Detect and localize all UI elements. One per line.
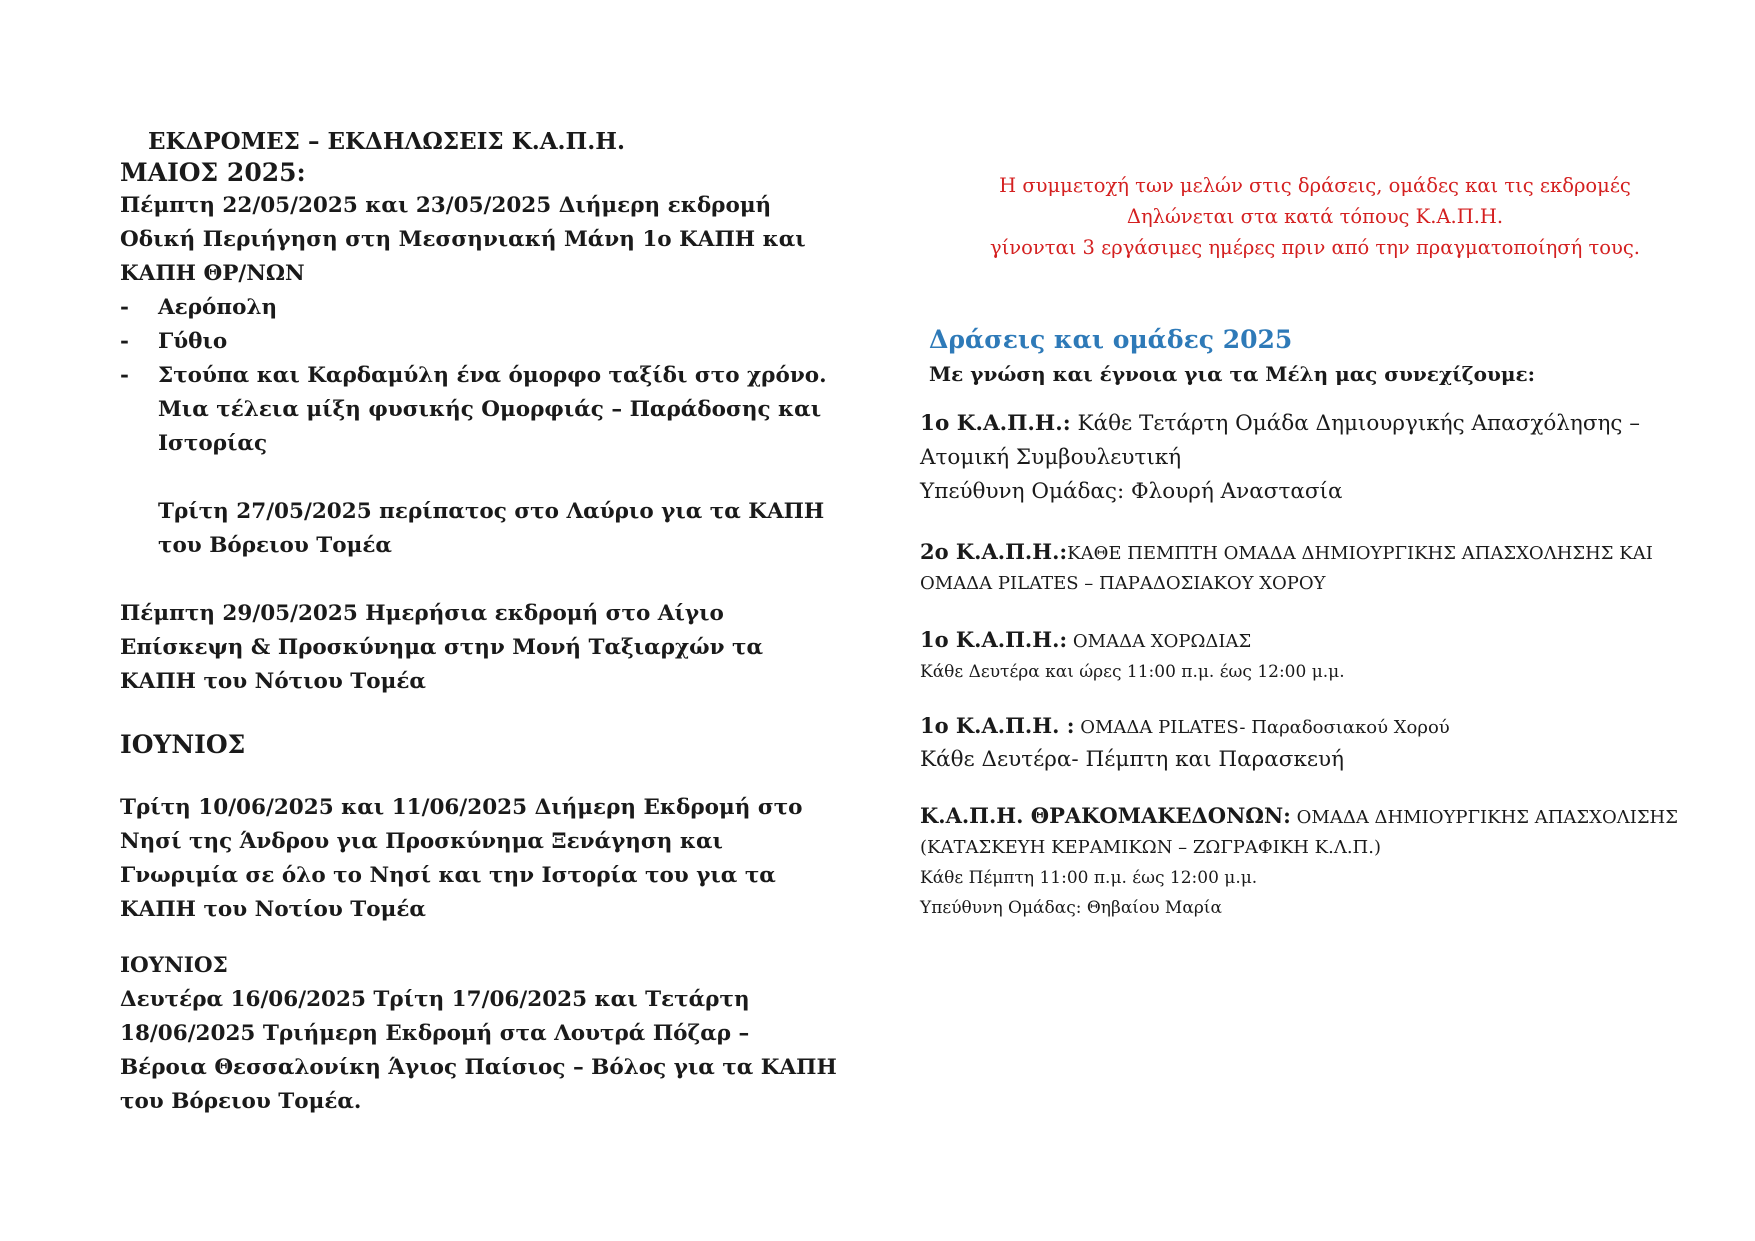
participation-notice: Η συμμετοχή των μελών στις δράσεις, ομάδες και τις εκδρομές Δηλώνεται στα κατά τόπους Κ.Α.Π.Η. γίνονται 3 εργάσιμες ημέρες πριν από την πραγματοποίησή τους.: [989, 174, 1640, 259]
list-item: - Στούπα και Καρδαμύλη ένα όμορφο ταξίδι στο χρόνο. Μια τέλεια μίξη φυσικής Ομορφιάς – Παράδοσης και Ιστορίας: [120, 363, 827, 456]
june-trip-north: Δευτέρα 16/06/2025 Τρίτη 17/06/2025 και Τετάρτη 18/06/2025 Τριήμερη Εκδρομή στα Λουτρά Πόζαρ – Βέροια Θεσσαλονίκη Άγιος Παίσιος – Βόλος για τα ΚΑΠΗ του Βόρειου Τομέα.: [120, 987, 837, 1114]
groups-subheading: Με γνώση και έγνοια για τα Μέλη μας συνεχίζουμε:: [929, 362, 1536, 386]
june-heading-2: ΙΟΥΝΙΟΣ: [120, 953, 228, 978]
june-heading: ΙΟΥΝΙΟΣ: [120, 730, 246, 759]
group-4-days: Κάθε Δευτέρα- Πέμπτη και Παρασκευή: [920, 747, 1344, 772]
group-5: Κ.Α.Π.Η. ΘΡΑΚΟΜΑΚΕΔΟΝΩΝ: ΟΜΑΔΑ ΔΗΜΙΟΥΡΓΙΚΗΣ ΑΠΑΣΧΟΛΙΣΗΣ (ΚΑΤΑΣΚΕΥΗ ΚΕΡΑΜΙΚΩΝ – ΖΩΓΡΑΦΙΚΗ Κ.Λ.Π.): [920, 803, 1678, 858]
may-trip-mani: Πέμπτη 22/05/2025 και 23/05/2025 Διήμερη εκδρομή Οδική Περιήγηση στη Μεσσηνιακή Μάνη 1ο ΚΑΠΗ και ΚΑΠΗ ΘΡ/ΝΩΝ: [120, 193, 806, 286]
groups-heading: Δράσεις και ομάδες 2025: [929, 325, 1293, 354]
list-item: - Γύθιο: [120, 329, 228, 354]
group-1: 1ο Κ.Α.Π.Η.: Κάθε Τετάρτη Ομάδα Δημιουργικής Απασχόλησης – Ατομική Συμβουλευτική: [920, 411, 1640, 470]
group-3: 1ο Κ.Α.Π.Η.: ΟΜΑΔΑ ΧΟΡΩΔΙΑΣ: [920, 627, 1252, 652]
group-1-lead: Υπεύθυνη Ομάδας: Φλουρή Αναστασία: [920, 479, 1343, 504]
june-trip-andros: Τρίτη 10/06/2025 και 11/06/2025 Διήμερη Εκδρομή στο Νησί της Άνδρου για Προσκύνημα Ξενάγηση και Γνωριμία σε όλο το Νησί και την Ιστορία του για τα ΚΑΠΗ του Νοτίου Τομέα: [120, 795, 803, 922]
groups-column: [920, 170, 1710, 923]
group-3-time: Κάθε Δευτέρα και ώρες 11:00 π.μ. έως 12:00 μ.μ.: [920, 662, 1345, 682]
may-trip-aigio: Πέμπτη 29/05/2025 Ημερήσια εκδρομή στο Αίγιο Επίσκεψη & Προσκύνημα στην Μονή Ταξιαρχών τα ΚΑΠΗ του Νότιου Τομέα: [120, 601, 764, 694]
group-5-time: Κάθε Πέμπτη 11:00 π.μ. έως 12:00 μ.μ.: [920, 868, 1258, 888]
page-title: ΕΚΔΡΟΜΕΣ – ΕΚΔΗΛΩΣΕΙΣ Κ.Α.Π.Η.: [148, 128, 626, 155]
may-walk-lavrio: Τρίτη 27/05/2025 περίπατος στο Λαύριο για τα ΚΑΠΗ του Βόρειου Τομέα: [158, 499, 825, 558]
group-2: 2ο Κ.Α.Π.Η.:ΚΑΘΕ ΠΕΜΠΤΗ ΟΜΑΔΑ ΔΗΜΙΟΥΡΓΙΚΗΣ ΑΠΑΣΧΟΛΗΣΗΣ ΚΑΙ ΟΜΑΔΑ PILATES – ΠΑΡΑΔΟΣΙΑΚΟΥ ΧΟΡΟΥ: [920, 539, 1653, 594]
may-heading: ΜΑΙΟΣ 2025:: [120, 158, 306, 187]
group-5-lead: Υπεύθυνη Ομάδας: Θηβαίου Μαρία: [920, 898, 1222, 918]
trips-column: [120, 127, 840, 1119]
mani-stops-list: [120, 291, 840, 461]
group-4: 1ο Κ.Α.Π.Η. : ΟΜΑΔΑ PILATES- Παραδοσιακού Χορού: [920, 713, 1450, 738]
list-item: - Αερόπολη: [120, 295, 278, 320]
